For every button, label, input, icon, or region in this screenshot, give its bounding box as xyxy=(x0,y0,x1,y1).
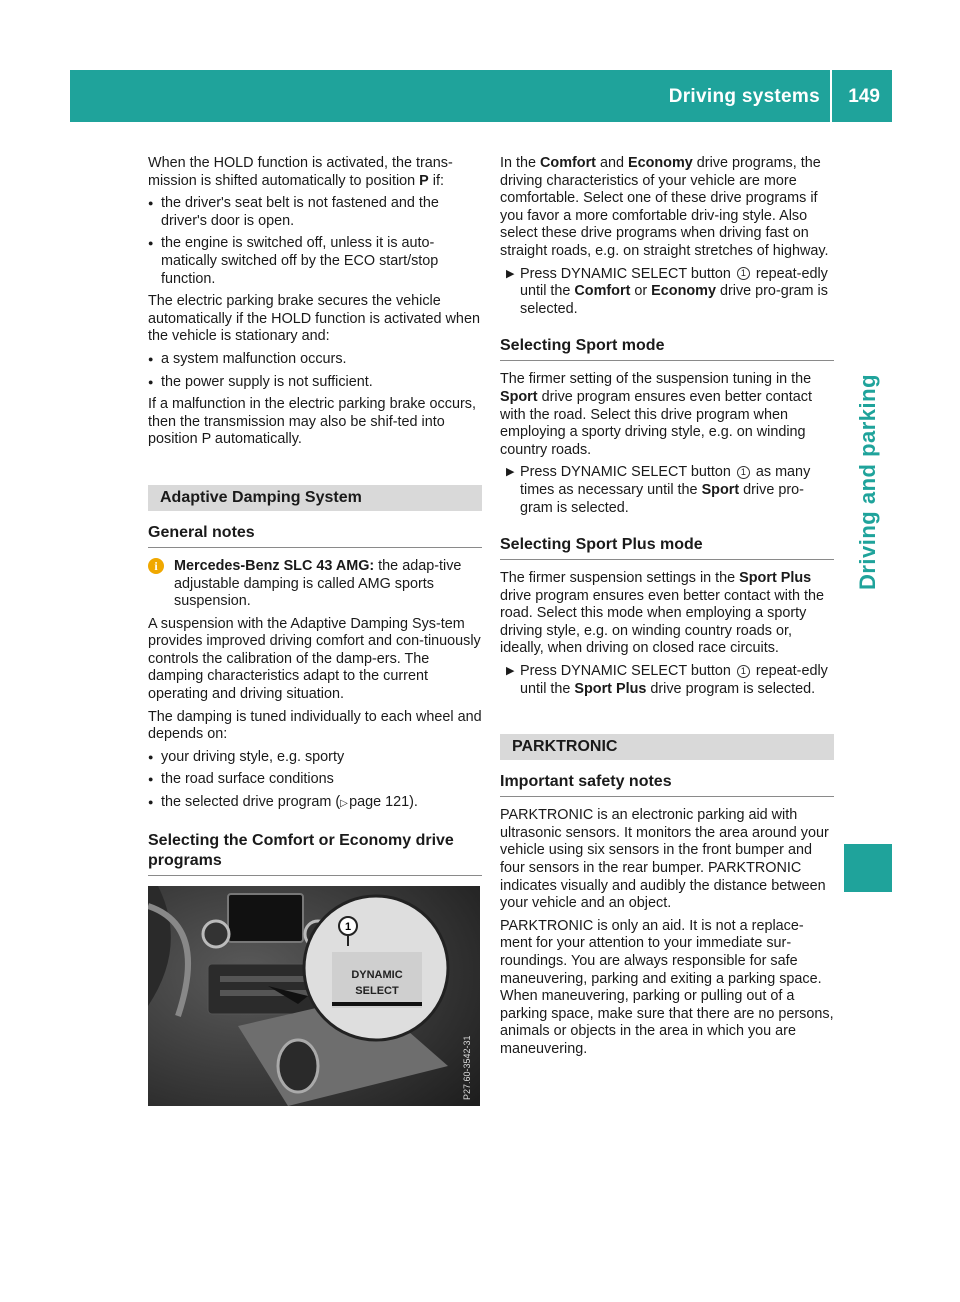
callout-1-icon: 1 xyxy=(737,466,750,479)
instruction-step: ▶ Press DYNAMIC SELECT button 1 repeat-edly until the Comfort or Economy drive pro-gram is selected. xyxy=(506,265,828,317)
paragraph: The firmer setting of the suspension tuning in the Sport drive program ensures even better contact with the road. Select this drive program when employing a sporty driving style, e.g. on winding country roads. xyxy=(500,371,812,458)
paragraph: When the HOLD function is activated, the trans-mission is shifted automatically to position P if: xyxy=(148,155,453,189)
page-number: 149 xyxy=(848,86,880,107)
callout-1-icon: 1 xyxy=(737,267,750,280)
bullet-item: ● the engine is switched off, unless it is auto-matically switched off by the ECO start/stop function. xyxy=(148,235,482,288)
paragraph: A suspension with the Adaptive Damping Sys-tem provides improved driving comfort and con-tinuously controls the calibration of the damp-ers. The damping characteristics adapt to the current operating and driving situation. xyxy=(148,615,481,703)
bullet-item: ● the power supply is not sufficient. xyxy=(148,374,482,392)
paragraph: The firmer suspension settings in the Sport Plus drive program ensures even better contact with the road. Select this mode when employing a sporty driving style, e.g. on winding country roads or, ideally, when driving on closed race circuits. xyxy=(500,570,824,657)
dashboard-photo xyxy=(148,886,480,1106)
photo-callout-number: 1 xyxy=(344,920,352,933)
header-separator xyxy=(830,70,832,122)
instruction-step: ▶ Press DYNAMIC SELECT button 1 repeat-edly until the Sport Plus drive program is selected. xyxy=(506,663,828,697)
paragraph: The damping is tuned individually to each wheel and depends on: xyxy=(148,708,482,743)
step-arrow-icon: ▶ xyxy=(506,267,515,280)
photo-code: P27.60-3542-31 xyxy=(462,1035,472,1100)
instruction-step: ▶ Press DYNAMIC SELECT button 1 as many times as necessary until the Sport drive pro-gram is selected. xyxy=(506,464,811,516)
paragraph: If a malfunction in the electric parking brake occurs, then the transmission may also be shif-ted into position P automatically. xyxy=(148,396,476,448)
paragraph: The electric parking brake secures the vehicle automatically if the HOLD function is activated when the vehicle is stationary and: xyxy=(148,293,480,345)
page-ref-arrow-icon: ▷ xyxy=(340,798,348,810)
paragraph: In the Comfort and Economy drive programs, the driving characteristics of your vehicle are more comfortable. Select one of these drive programs if you favor a more comfortable driv-ing style. Also select these drive programs when driving fast on straight roads, e.g. on straight stretches of highway. xyxy=(500,155,829,259)
step-arrow-icon: ▶ xyxy=(506,665,515,678)
header-bar xyxy=(70,70,892,122)
photo-label-select: SELECT xyxy=(355,984,399,997)
subsection-heading: Important safety notes xyxy=(500,772,834,797)
side-tab xyxy=(844,122,892,842)
header-title: Driving systems xyxy=(668,86,820,107)
photo-label-dynamic: DYNAMIC xyxy=(351,968,403,981)
paragraph: PARKTRONIC is only an aid. It is not a replace-ment for your attention to your immediate sur-roundings. You are always responsible for safe maneuvering, parking and exiting a parking space. When maneuvering, parking or pulling out of a parking space, make sure that there are no persons, animals or objects in the area in which you are maneuvering. xyxy=(500,917,834,1057)
paragraph: PARKTRONIC is an electronic parking aid with ultrasonic sensors. It monitors the area around your vehicle using six sensors in the front bumper and four sensors in the rear bumper. PARKTRONIC indicates visually and audibly the distance between your vehicle and an object. xyxy=(500,807,829,912)
side-tab-marker xyxy=(844,844,892,892)
bullet-item: ● a system malfunction occurs. xyxy=(148,351,482,369)
subsection-heading: General notes xyxy=(148,523,482,548)
info-icon: i xyxy=(148,558,164,574)
page-ref-link[interactable]: page 121 xyxy=(349,794,410,811)
bullet-item: ● the road surface conditions xyxy=(148,771,482,789)
step-arrow-icon: ▶ xyxy=(506,466,515,479)
info-note: i Mercedes-Benz SLC 43 AMG: the adap-tive adjustable damping is called AMG sports suspension. xyxy=(148,558,482,611)
subsection-heading: Selecting Sport Plus mode xyxy=(500,535,834,560)
bullet-item: ● the driver's seat belt is not fastened and the driver's door is open. xyxy=(148,195,482,230)
right-column xyxy=(500,155,834,1064)
side-tab-label: Driving and parking xyxy=(855,373,880,591)
subsection-heading: Selecting Sport mode xyxy=(500,336,834,361)
callout-1-icon: 1 xyxy=(737,665,750,678)
section-heading: PARKTRONIC xyxy=(500,734,834,760)
bullet-item: ● your driving style, e.g. sporty xyxy=(148,749,482,767)
section-heading: Adaptive Damping System xyxy=(148,485,482,511)
dashboard-illustration xyxy=(148,886,480,1106)
subsection-heading: Selecting the Comfort or Economy drive programs xyxy=(148,831,482,876)
left-column xyxy=(148,155,482,1106)
bullet-item: ● the selected drive program (▷ page 121). xyxy=(148,794,482,813)
